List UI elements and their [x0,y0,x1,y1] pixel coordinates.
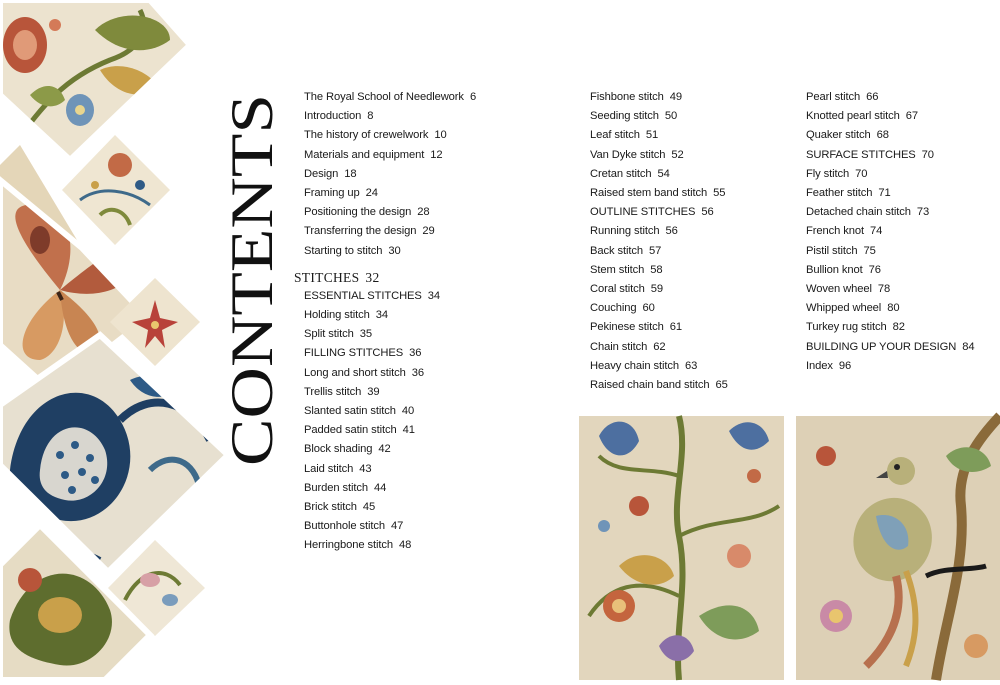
toc-page-number: 18 [344,167,357,180]
toc-entry-label: Pearl stitch [806,91,861,103]
toc-entry [590,203,728,222]
toc-entry-label: Knotted pearl stitch [806,110,900,123]
toc-entry [590,261,728,280]
toc-entry [806,357,974,376]
toc-entry-label: Quaker stitch [806,129,871,142]
toc-entry [304,184,476,203]
toc-entry-label: Whipped wheel [806,302,882,315]
toc-entry [590,184,728,203]
toc-entry-label: BUILDING UP YOUR DESIGN [806,340,957,353]
toc-entry [806,318,974,337]
toc-entry-label: Brick stitch [304,501,357,514]
toc-entry-label: Block shading [304,443,373,456]
toc-entry-label: Starting to stitch [304,244,383,257]
toc-entry-label: The history of crewelwork [304,129,429,142]
toc-page-number: 42 [378,443,391,456]
toc-page-number: 24 [365,187,378,200]
toc-entry [304,146,476,165]
toc-page-number: 54 [657,167,670,180]
toc-page-number: 40 [401,405,415,418]
toc-page-number: 47 [391,520,404,533]
toc-entry-label: Seeding stitch [590,110,659,123]
toc-entry [590,126,728,145]
toc-page-number: 34 [375,309,389,322]
toc-entry [304,325,476,344]
toc-entry-label: Detached chain stitch [806,206,911,219]
toc-entry-label: Turkey rug stitch [806,321,887,334]
toc-entry [806,126,974,145]
toc-entry [304,107,476,126]
toc-entry-label: Leaf stitch [590,129,640,142]
toc-entry-label: Materials and equipment [304,148,425,161]
toc-entry-label: Holding stitch [304,309,370,322]
toc-entry [590,280,728,299]
toc-entry-label: Laid stitch [304,462,354,475]
toc-page-number: 96 [838,359,852,372]
toc-entry-label: Herringbone stitch [304,539,393,552]
toc-page-number: 74 [869,225,883,238]
toc-entry [304,222,476,241]
toc-page-number: 36 [411,366,425,379]
toc-page-number: 70 [855,167,868,180]
toc-entry [304,88,476,107]
toc-page-number: 80 [887,302,900,315]
toc-page-number: 34 [427,289,441,302]
toc-page-number: 84 [962,340,975,353]
toc-entry-label: Introduction [304,110,362,123]
toc-page-number: 45 [362,501,376,514]
toc-entry [304,440,476,459]
title-graphic [219,90,285,470]
toc-entry [806,107,974,126]
toc-entry-label: Trellis stitch [304,385,362,398]
toc-entry-label: Fishbone stitch [590,91,664,103]
toc-page-number: 78 [877,283,891,296]
toc-page-number: 10 [434,129,447,142]
toc-entry-label: FILLING STITCHES [304,347,404,360]
toc-page-number: 32 [365,269,380,285]
toc-entry-label: Long and short stitch [304,366,406,379]
toc-entry-label: Pistil stitch [806,244,858,257]
toc-column-2 [590,88,728,395]
bird-embroidery-graphic [796,416,1000,680]
toc-entry-label: Heavy chain stitch [590,359,679,372]
toc-entry [590,299,728,318]
toc-page-number: 56 [665,225,678,238]
toc-entry-label: Padded satin stitch [304,424,397,437]
toc-entry-label: Split stitch [304,328,354,341]
toc-page-number: 6 [469,91,477,103]
toc-entry [590,242,728,261]
toc-entry [304,498,476,517]
toc-entry [590,318,728,337]
toc-page-number: 12 [430,148,443,161]
toc-page-number: 70 [921,148,934,161]
embroidery-photo-bird [796,416,1000,680]
toc-entry [590,107,728,126]
toc-page-number: 43 [359,462,372,475]
toc-entry [304,242,476,261]
toc-entry [806,222,974,241]
toc-entry-label: Raised stem band stitch [590,187,708,200]
toc-entry-label: Framing up [304,187,360,200]
contents-title [219,90,285,470]
toc-entry-label: Bullion knot [806,263,863,276]
toc-page-number: 66 [866,91,879,103]
toc-page-number: 62 [653,340,666,353]
toc-entry-label: Coral stitch [590,283,645,296]
toc-entry [590,222,728,241]
toc-entry [304,306,476,325]
toc-entry-label: Couching [590,302,637,315]
embroidery-photo-floral [579,416,784,680]
toc-page-number: 35 [359,328,373,341]
toc-page-number: 60 [642,302,655,315]
toc-entry [806,280,974,299]
toc-entry-label: OUTLINE STITCHES [590,206,696,219]
toc-page-number: 55 [713,187,726,200]
toc-entry [304,344,476,363]
toc-entry [806,299,974,318]
toc-entry-label: Transferring the design [304,225,417,238]
toc-page-number: 36 [409,347,422,360]
toc-entry [304,517,476,536]
toc-entry-label: STITCHES [294,269,360,285]
toc-page-number: 51 [645,129,659,142]
toc-entry-label: Positioning the design [304,206,412,219]
toc-page-number: 49 [669,91,682,103]
toc-page-number: 71 [878,187,891,200]
toc-entry-label: Cretan stitch [590,167,652,180]
toc-entry-label: Feather stitch [806,187,873,200]
toc-entry-label: ESSENTIAL STITCHES [304,289,422,302]
toc-entry [806,203,974,222]
toc-section-heading [294,267,476,289]
toc-entry [590,88,728,107]
floral-embroidery-graphic [579,416,784,680]
toc-entry [304,126,476,145]
toc-entry [304,479,476,498]
toc-entry [304,460,476,479]
toc-entry-label: Pekinese stitch [590,321,664,334]
title-text: CONTENTS [219,152,285,466]
toc-entry-label: Slanted satin stitch [304,405,396,418]
toc-entry-label: Back stitch [590,244,643,257]
toc-entry-label: The Royal School of Needlework [304,91,464,103]
toc-page-number: 59 [650,283,664,296]
mosaic-graphic [0,0,235,680]
toc-entry [590,146,728,165]
toc-column-3 [806,88,974,376]
toc-page-number: 41 [402,424,415,437]
toc-entry-label: Stem stitch [590,263,645,276]
toc-entry-label: Van Dyke stitch [590,148,666,161]
toc-page-number: 56 [701,206,714,219]
toc-entry [304,203,476,222]
toc-page-number: 30 [388,244,401,257]
toc-page-number: 52 [671,148,684,161]
toc-entry-label: Woven wheel [806,283,872,296]
toc-page-number: 73 [916,206,930,219]
toc-page-number: 8 [367,110,374,123]
toc-entry [806,261,974,280]
toc-page-number: 44 [374,481,387,494]
toc-page-number: 75 [863,244,876,257]
toc-entry-label: Chain stitch [590,340,648,353]
toc-entry [590,376,728,395]
toc-entry [806,338,974,357]
toc-entry-label: Fly stitch [806,167,850,180]
embroidery-mosaic [0,0,235,680]
toc-entry [806,165,974,184]
toc-column-1 [294,88,477,556]
toc-entry-label: Index [806,359,833,372]
toc-entry [806,88,974,107]
toc-page-number: 68 [876,129,889,142]
toc-page-number: 39 [367,385,380,398]
toc-entry [304,165,476,184]
toc-entry [304,287,476,306]
toc-entry [304,402,476,421]
toc-entry [590,165,728,184]
toc-page-number: 63 [684,359,698,372]
toc-entry-label: Design [304,167,339,180]
toc-page-number: 57 [649,244,662,257]
toc-entry [590,357,728,376]
toc-page-number: 76 [868,263,881,276]
toc-entry-label: Raised chain band stitch [590,379,710,392]
toc-page-number: 67 [905,110,919,123]
toc-entry [590,338,728,357]
toc-entry-label: French knot [806,225,864,238]
toc-entry [304,536,476,555]
toc-entry [806,146,974,165]
toc-entry-label: SURFACE STITCHES [806,148,916,161]
toc-entry [304,421,476,440]
toc-page-number: 58 [650,263,663,276]
toc-page-number: 28 [417,206,430,219]
toc-entry [806,242,974,261]
toc-page-number: 29 [422,225,435,238]
toc-entry [304,364,476,383]
toc-page-number: 65 [715,379,728,392]
toc-page-number: 48 [399,539,412,552]
toc-entry [304,383,476,402]
toc-page-number: 61 [669,321,682,334]
toc-page-number: 82 [892,321,905,334]
toc-entry-label: Burden stitch [304,481,368,494]
toc-entry-label: Buttonhole stitch [304,520,386,533]
toc-page-number: 50 [664,110,678,123]
toc-entry-label: Running stitch [590,225,660,238]
toc-entry [806,184,974,203]
